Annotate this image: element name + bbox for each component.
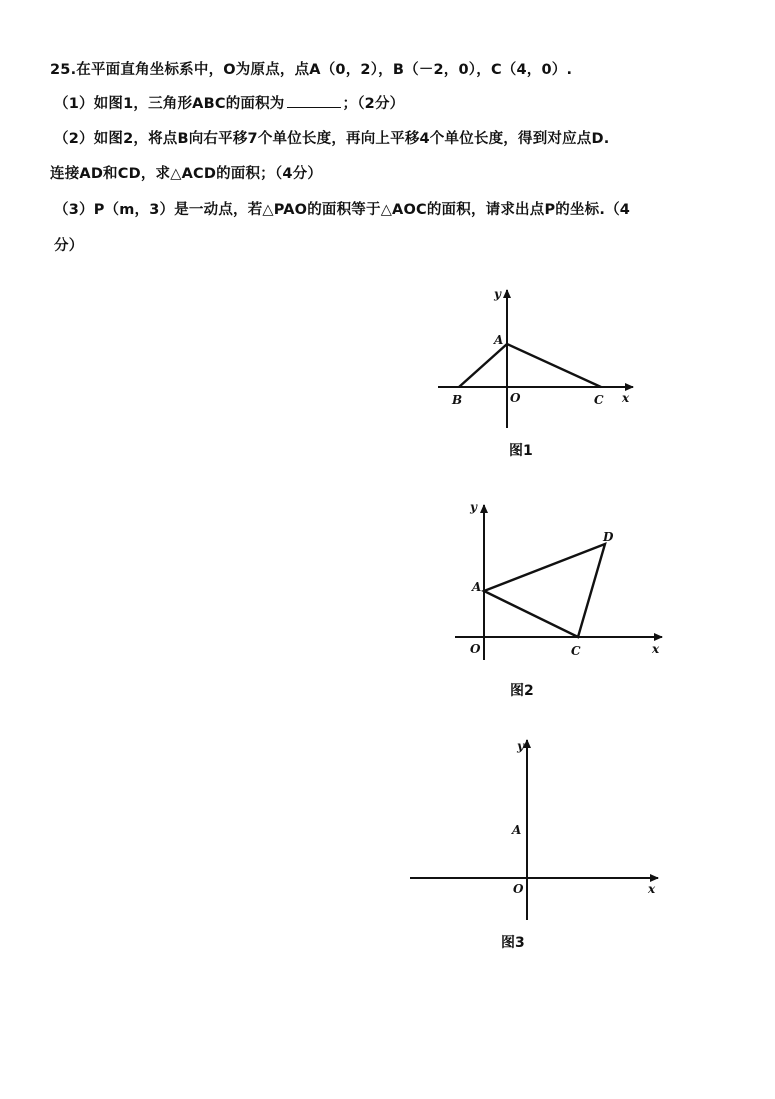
origin-label: O	[513, 882, 524, 896]
triangle-acd	[484, 544, 605, 637]
x-axis-label: x	[622, 391, 630, 405]
origin-label: O	[510, 391, 521, 405]
y-axis-label: y	[494, 287, 501, 301]
x-axis-label: x	[648, 882, 656, 896]
point-a-label: A	[494, 333, 504, 347]
point-c-label: C	[594, 393, 604, 407]
part3-line1: （3）P（m，3）是一动点，若△PAO的面积等于△AOC的面积，请求出点P的坐标.（4	[54, 202, 631, 218]
figure-3-caption: 图3	[501, 935, 525, 951]
part1-line	[54, 92, 404, 113]
part1-score: ；（2分）	[342, 96, 405, 112]
point-b-label: B	[452, 393, 463, 407]
part2-line2: 连接AD和CD，求△ACD的面积；（4分）	[50, 166, 323, 182]
part3-line2: 分）	[54, 238, 84, 254]
y-axis-label: y	[470, 500, 477, 514]
x-axis-label: x	[652, 642, 660, 656]
figure-2	[440, 495, 680, 675]
part2-line1: （2）如图2，将点B向右平移7个单位长度，再向上平移4个单位长度，得到对应点D.	[54, 131, 610, 147]
figure-1-caption: 图1	[509, 443, 533, 459]
origin-label: O	[470, 642, 481, 656]
point-d-label: D	[603, 530, 614, 544]
figure-2-caption: 图2	[510, 683, 534, 699]
triangle-abc	[459, 344, 601, 387]
y-axis-label: y	[517, 739, 524, 753]
answer-blank[interactable]	[287, 95, 341, 108]
figure-3	[400, 730, 670, 925]
point-a-label: A	[472, 580, 482, 594]
part1-text: （1）如图1，三角形ABC的面积为	[54, 96, 285, 112]
figure-1	[430, 280, 650, 440]
point-a-label: A	[512, 823, 522, 837]
question-stem: 25.在平面直角坐标系中，O为原点，点A（0，2），B（－2，0），C（4，0）.	[50, 62, 573, 78]
point-c-label: C	[571, 644, 581, 658]
